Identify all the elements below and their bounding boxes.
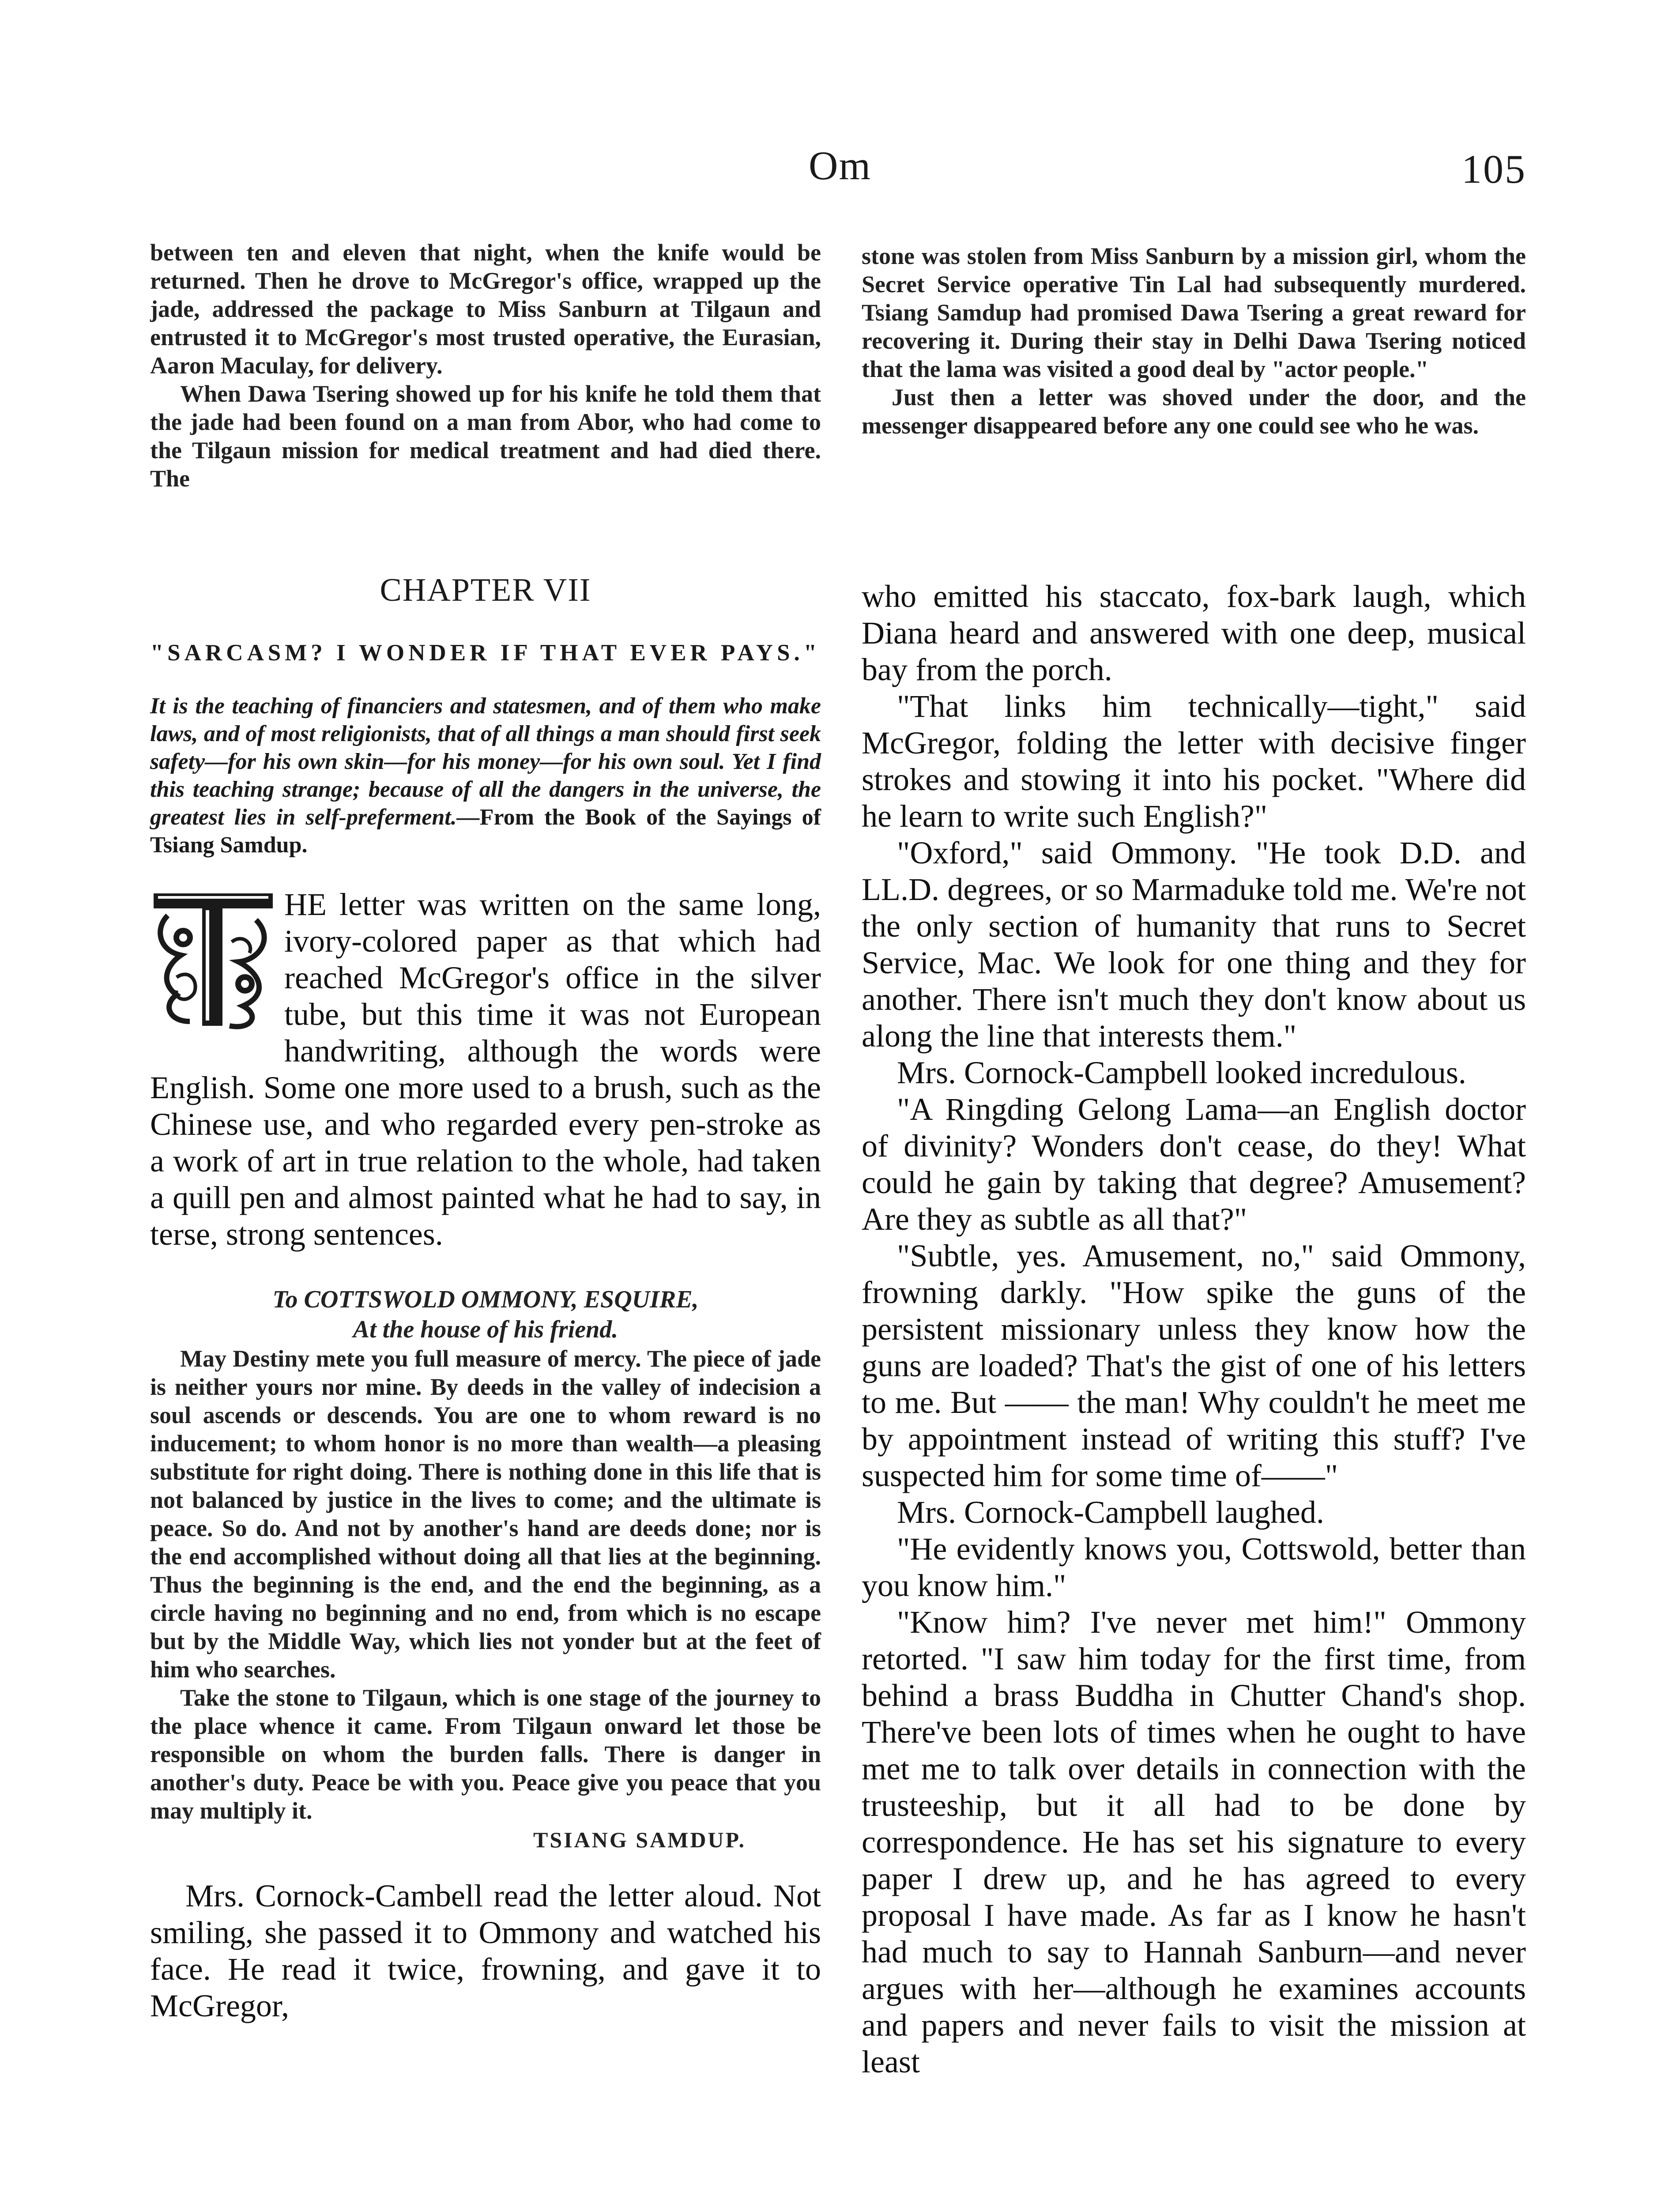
- letter-location: At the house of his friend.: [353, 1316, 618, 1343]
- body-paragraph: "Subtle, yes. Amusement, no," said Ommony, frowning darkly. "How spike the guns of the persistent missionary unless they know how the guns are loaded? That's the gist of one of his letters to me. But —— the man! Why couldn't he meet me by appointment instead of writing this stuff? I've suspected him for some time of——": [862, 1238, 1526, 1493]
- letter-addressee: To COTTSWOLD OMMONY, ESQUIRE,: [272, 1286, 699, 1313]
- synopsis-right-column: [862, 242, 1526, 440]
- intro-paragraph-block: [150, 886, 821, 1253]
- body-paragraph: Mrs. Cornock-Cambell read the letter aloud. Not smiling, she passed it to Ommony and watched his face. He read it twice, frowning, and gave it to McGregor,: [150, 1878, 821, 2023]
- body-paragraph: Mrs. Cornock-Campbell laughed.: [897, 1495, 1324, 1530]
- synopsis-paragraph: When Dawa Tsering showed up for his knife he told them that the jade had been found on a man from Abor, who had come to the Tilgaun mission for medical treatment and had died there. The: [150, 380, 821, 492]
- right-column: [862, 578, 1526, 2080]
- synopsis-paragraph: Just then a letter was shoved under the door, and the messenger disappeared before any one could see who he was.: [862, 384, 1526, 439]
- synopsis-paragraph: stone was stolen from Miss Sanburn by a mission girl, whom the Secret Service operative Tin Lal had subsequently murdered. Tsiang Samdup had promised Dawa Tsering a great reward for recovering it. During their stay in Delhi Dawa Tsering noticed that the lama was visited a good deal by "actor people.": [862, 243, 1526, 382]
- letter-signature: TSIANG SAMDUP.: [533, 1827, 746, 1852]
- running-title: Om: [809, 143, 871, 188]
- epigraph-text: It is the teaching of financiers and statesmen, and of them who make laws, and of most religionists, that of all things a man should first seek safety—for his own skin—for his money—for his own soul. Yet I find this teaching strange; because of all the dangers in the universe, the greatest lies in self-preferment.—: [150, 693, 821, 830]
- body-paragraph: "Oxford," said Ommony. "He took D.D. and LL.D. degrees, or so Marmaduke told me. We're not the only section of humanity that runs to Secret Service, Mac. We look for one thing and they for another. There isn't much they don't know about us along the line that interests them.": [862, 835, 1526, 1054]
- body-paragraph: "A Ringding Gelong Lama—an English doctor of divinity? Wonders don't cease, do they! What could he gain by taking that degree? Amusement? Are they as subtle as all that?": [862, 1092, 1526, 1237]
- intro-paragraph: HE letter was written on the same long, ivory-colored paper as that which had reached McGregor's office in the silver tube, but this time it was not European handwriting, although the words were English. Some one more used to a brush, such as the Chinese use, and who regarded every pen-stroke as a work of art in true relation to the whole, had taken a quill pen and almost painted what he had to say, in terse, strong sentences.: [150, 887, 821, 1252]
- synopsis-left-column: [150, 238, 821, 493]
- synopsis-paragraph: between ten and eleven that night, when the knife would be returned. Then he drove to McGregor's office, wrapped up the jade, addressed the package to Miss Sanburn at Tilgaun and entrusted it to McGregor's most trusted operative, the Eurasian, Aaron Maculay, for delivery.: [150, 239, 821, 379]
- body-paragraph: who emitted his staccato, fox-bark laugh, which Diana heard and answered with one deep, musical bay from the porch.: [862, 579, 1526, 687]
- body-paragraph: "He evidently knows you, Cottswold, better than you know him.": [862, 1531, 1526, 1603]
- epigraph-source: From the Book of the Sayings of Tsiang Samdup.: [150, 805, 821, 858]
- left-column: [150, 572, 821, 2024]
- body-paragraph: "Know him? I've never met him!" Ommony retorted. "I saw him today for the first time, from behind a brass Buddha in Chutter Chand's shop. There've been lots of times when he ought to have met me to talk over details in connection with the trusteeship, but it all had to be done by correspondence. He has set his signature to every paper I drew up, and he has agreed to every proposal I have made. As far as I know he hasn't had much to say to Hannah Sanburn—and never argues with her—although he examines accounts and papers and never fails to visit the mission at least: [862, 1604, 1526, 2079]
- body-paragraph: Mrs. Cornock-Campbell looked incredulous.: [897, 1055, 1466, 1090]
- decorated-initial-t-icon: [150, 889, 278, 1035]
- chapter-subtitle: "SARCASM? I WONDER IF THAT EVER PAYS.": [150, 640, 821, 666]
- quoted-letter: [150, 1284, 821, 1854]
- body-paragraph: "That links him technically—tight," said McGregor, folding the letter with decisive finger strokes and stowing it into his pocket. "Where did he learn to write such English?": [862, 689, 1526, 834]
- after-letter-block: [150, 1878, 821, 2024]
- letter-paragraph: May Destiny mete you full measure of mercy. The piece of jade is neither yours nor mine. By deeds in the valley of indecision a soul ascends or descends. You are one to whom reward is no inducement; to whom honor is no more than wealth—a pleasing substitute for right doing. There is nothing done in this life that is not balanced by justice in the lives to come; and the ultimate is peace. So do. And not by another's hand are deeds done; nor is the end accomplished without doing all that lies at the beginning. Thus the beginning is the end, and the end the beginning, as a circle having no beginning and no end, from which is no escape but by the Middle Way, which lies not yonder but at the feet of him who searches.: [150, 1345, 821, 1683]
- page-number: 105: [1462, 147, 1526, 192]
- chapter-epigraph: [150, 692, 821, 859]
- letter-paragraph: Take the stone to Tilgaun, which is one stage of the journey to the place whence it came. From Tilgaun onward let those be responsible on whom the burden falls. There is danger in another's duty. Peace be with you. Peace give you peace that you may multiply it.: [150, 1684, 821, 1824]
- chapter-heading: CHAPTER VII: [380, 572, 591, 608]
